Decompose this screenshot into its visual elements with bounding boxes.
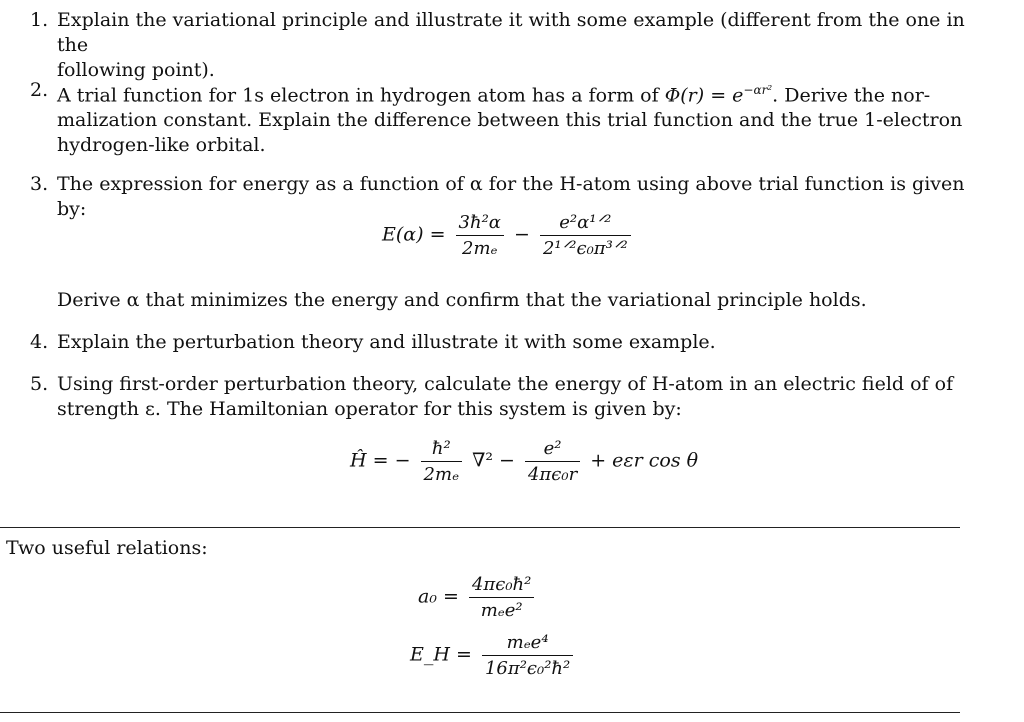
fraction-denominator: 2¹ᐟ²ϵ₀π³ᐟ² — [542, 238, 628, 259]
question-5 — [30, 372, 965, 422]
question-number: 2. — [30, 79, 49, 101]
fraction-numerator: e²α¹ᐟ² — [540, 212, 631, 236]
fraction-denominator: mₑe² — [480, 600, 523, 621]
equation-lhs: Ĥ = − — [350, 449, 411, 472]
fraction-numerator: e² — [525, 438, 580, 462]
question-text: strength ε. The Hamiltonian operator for this system is given by: — [57, 398, 682, 420]
divider-bottom — [0, 712, 960, 713]
inline-formula-exponent: −αr² — [743, 83, 773, 97]
fraction-denominator: 2mₑ — [462, 238, 498, 259]
question-3-continued — [30, 288, 965, 313]
fraction-numerator: ħ² — [421, 438, 463, 462]
equation-tail: + eεr cos θ — [590, 449, 699, 472]
equation-lhs: E(α) = — [382, 223, 446, 246]
question-4 — [30, 330, 965, 355]
minus-sign: − — [514, 223, 530, 246]
question-text: following point). — [57, 59, 215, 81]
energy-equation — [382, 212, 635, 259]
question-number: 3. — [30, 173, 49, 195]
divider-top — [0, 527, 960, 528]
question-text: . Derive the nor- — [772, 84, 931, 107]
nabla-operator: ∇² − — [472, 449, 515, 472]
bohr-radius-relation — [418, 574, 538, 621]
equation-lhs: E_H = — [410, 643, 472, 666]
equation-lhs: a₀ = — [418, 585, 459, 608]
hartree-energy-relation — [410, 632, 577, 679]
fraction-numerator: 3ħ²α — [456, 212, 504, 236]
question-number: 1. — [30, 9, 49, 31]
fraction-denominator: 16π²ϵ₀²ħ² — [484, 658, 571, 679]
question-1 — [30, 8, 965, 83]
question-text: A trial function for 1s electron in hydrogen atom has a form of — [57, 84, 659, 107]
question-number: 4. — [30, 331, 49, 353]
relations-heading: Two useful relations: — [6, 537, 208, 559]
question-text: Explain the variational principle and illustrate it with some example (different from the one in the — [57, 9, 965, 56]
question-text: The expression for energy as a function of α for the H-atom using above trial function is given by: — [57, 173, 965, 220]
question-text: Derive α that minimizes the energy and confirm that the variational principle holds. — [57, 289, 867, 311]
question-text: hydrogen-like orbital. — [57, 134, 266, 157]
fraction-denominator: 2mₑ — [423, 464, 460, 485]
fraction-numerator: 4πϵ₀ħ² — [469, 574, 534, 598]
question-text: Using first-order perturbation theory, calculate the energy of H-atom in an electric field of of — [57, 373, 954, 395]
fraction-denominator: 4πϵ₀r — [527, 464, 578, 485]
fraction-numerator: mₑe⁴ — [482, 632, 573, 656]
question-number: 5. — [30, 373, 49, 395]
question-2 — [30, 78, 965, 158]
question-text: malization constant. Explain the difference between this trial function and the true 1-electron — [57, 109, 963, 132]
inline-formula: Φ(r) = e — [664, 84, 744, 107]
question-text: Explain the perturbation theory and illustrate it with some example. — [57, 331, 716, 353]
hamiltonian-equation — [350, 438, 698, 485]
